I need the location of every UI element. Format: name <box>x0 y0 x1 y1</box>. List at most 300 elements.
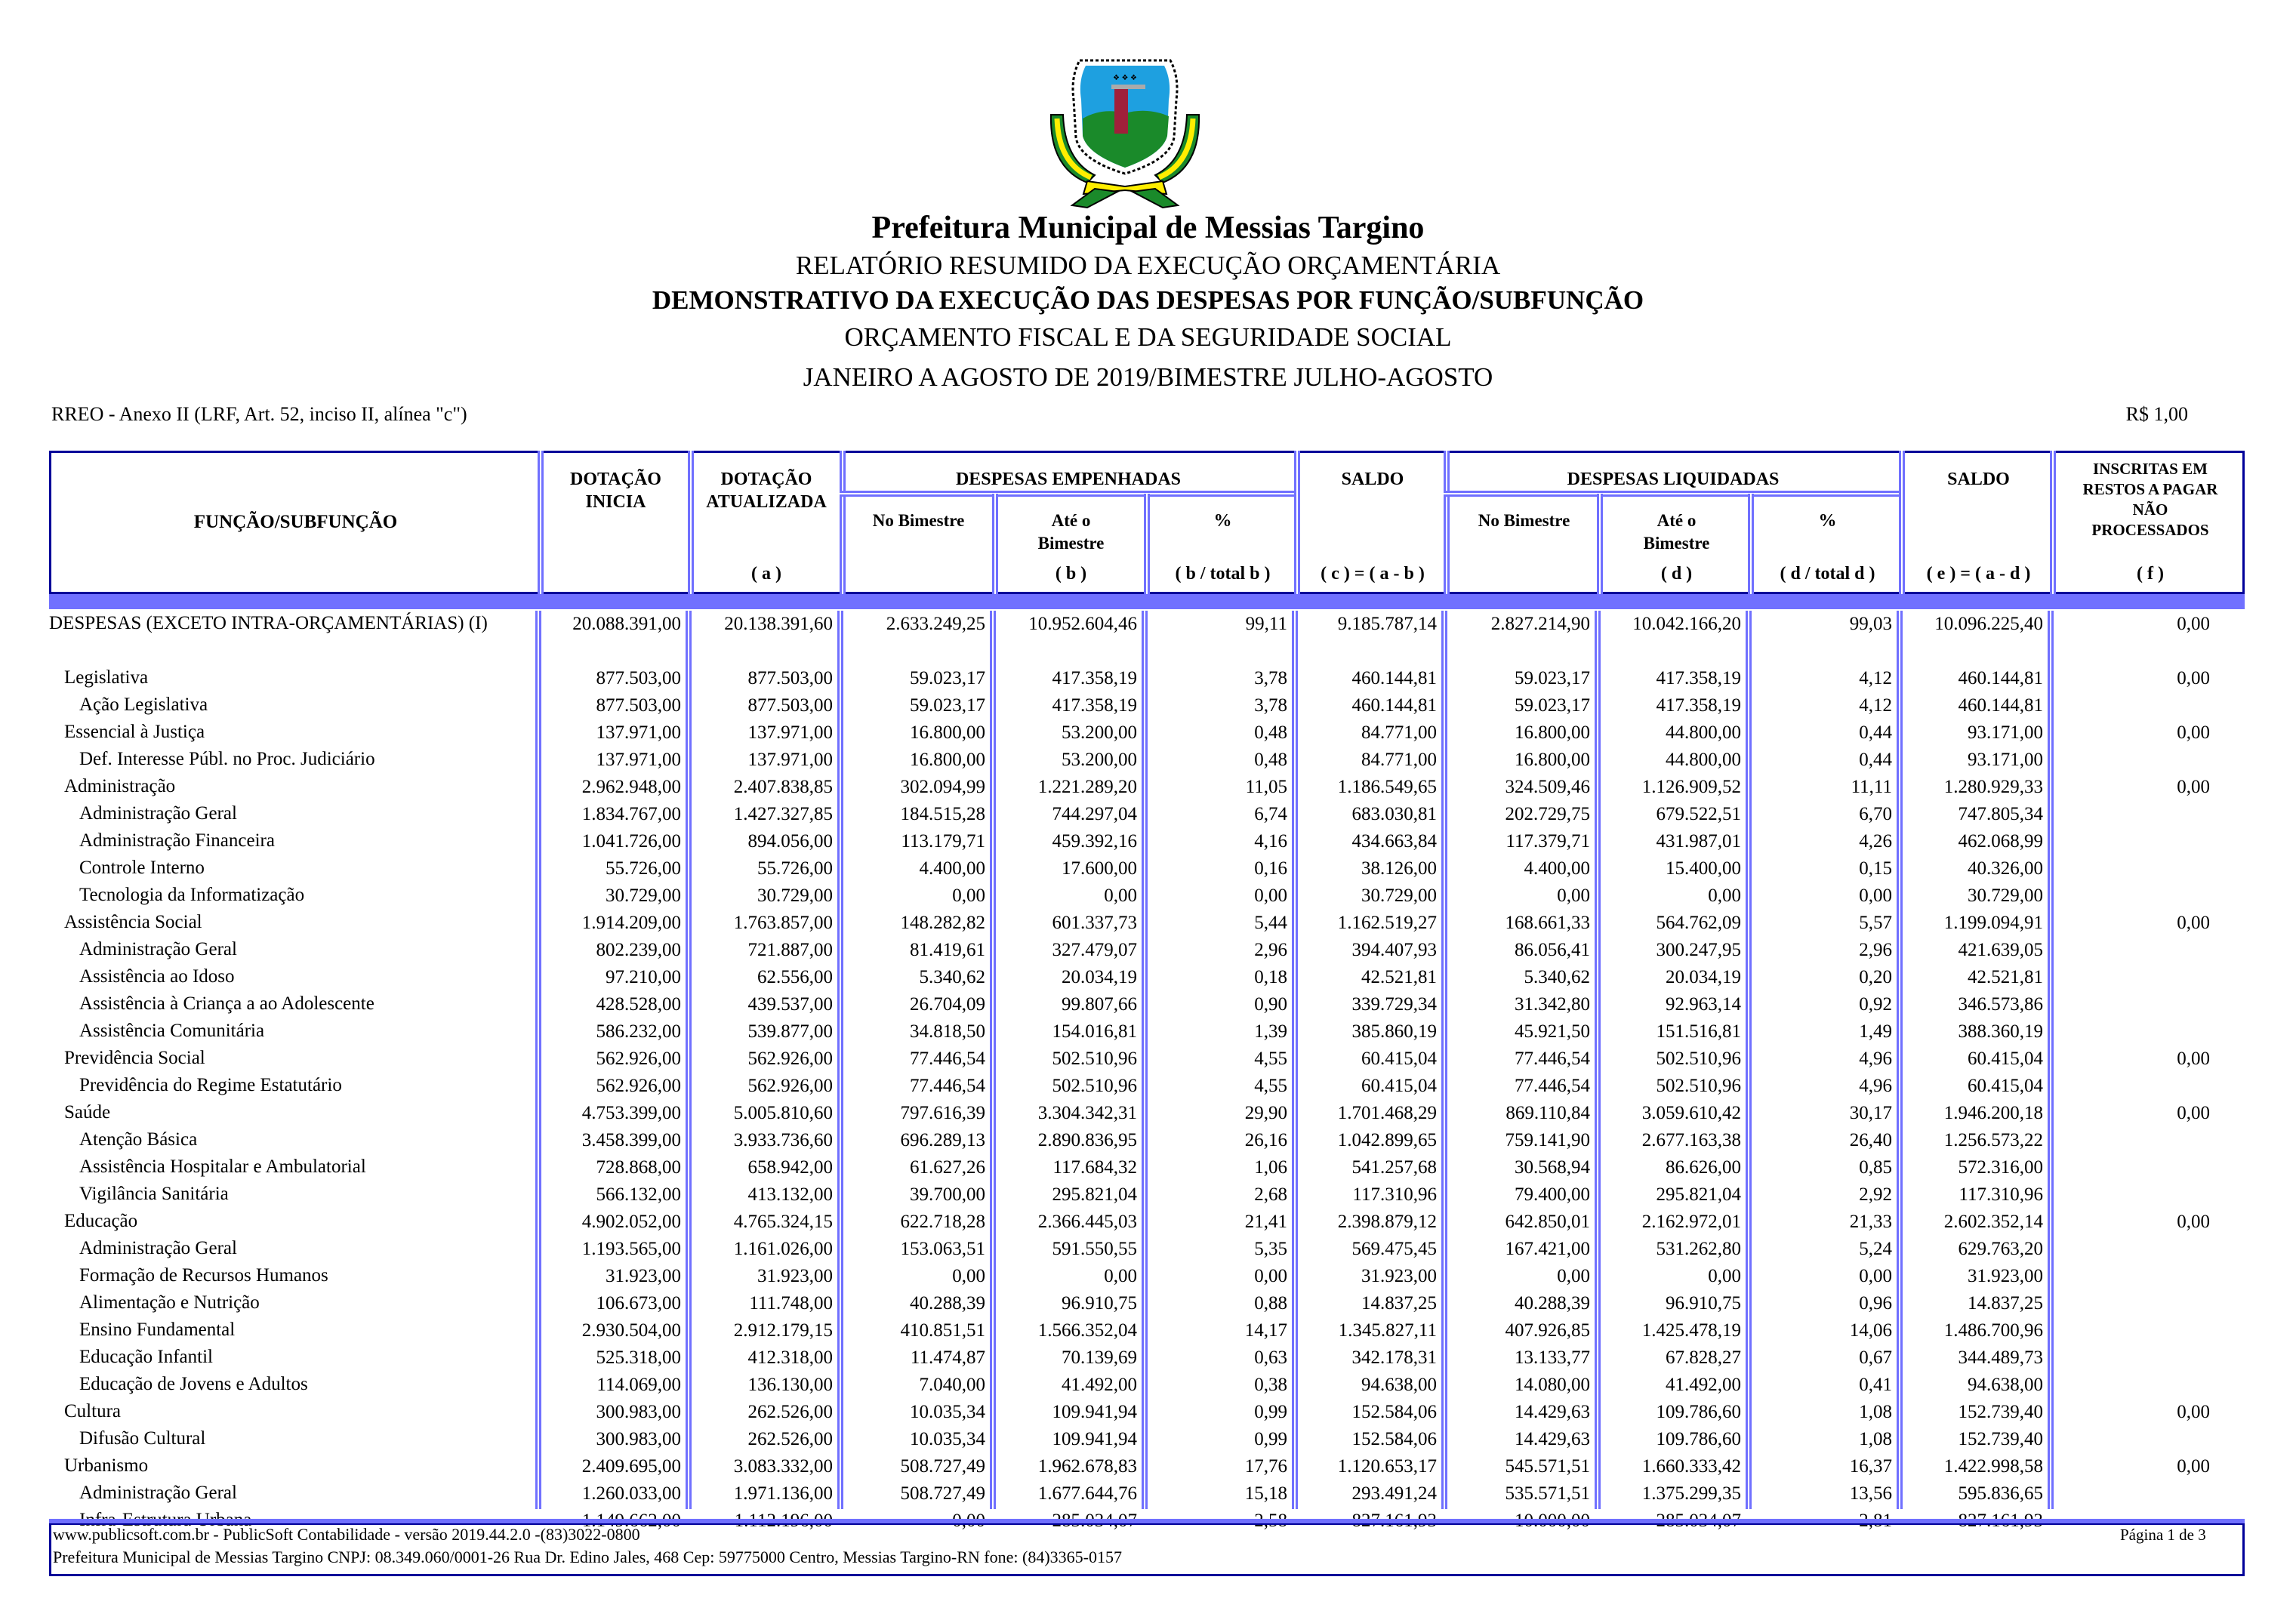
row-value: 3.059.610,42 <box>1641 1103 1741 1123</box>
column-divider <box>1144 494 1150 594</box>
row-value: 5.340,62 <box>1524 967 1590 987</box>
row-value: 0,99 <box>1254 1429 1287 1449</box>
page-footer <box>49 1523 2245 1576</box>
row-value: 572.316,00 <box>1958 1157 2043 1178</box>
row-value: 595.836,65 <box>1958 1483 2043 1504</box>
row-value: 40.288,39 <box>910 1293 985 1313</box>
table-row <box>49 1344 2245 1372</box>
row-value: 168.661,33 <box>1505 913 1590 933</box>
report-subtitle-3: ORÇAMENTO FISCAL E DA SEGURIDADE SOCIAL <box>844 322 1452 352</box>
row-value: 0,18 <box>1254 967 1287 987</box>
row-value: 869.110,84 <box>1505 1103 1590 1123</box>
row-value: 566.132,00 <box>596 1184 681 1205</box>
col-code-c: ( c ) = ( a - b ) <box>1321 564 1425 584</box>
row-value: 1.763.857,00 <box>733 913 833 933</box>
row-value: 0,00 <box>2177 1103 2210 1123</box>
row-value: 152.739,40 <box>1958 1402 2043 1422</box>
annex-reference: RREO - Anexo II (LRF, Art. 52, inciso II, alínea "c") <box>51 403 467 425</box>
column-divider <box>840 451 846 594</box>
row-value: 6,74 <box>1254 804 1287 824</box>
row-value: 877.503,00 <box>596 668 681 688</box>
row-value: 20.034,19 <box>1062 967 1137 987</box>
row-value: 696.289,13 <box>900 1130 985 1150</box>
row-label: Saúde <box>64 1102 111 1123</box>
table-row <box>49 1181 2245 1209</box>
row-label: Educação <box>64 1211 138 1231</box>
row-value: 2,96 <box>1859 940 1892 960</box>
row-value: 154.016,81 <box>1052 1021 1137 1042</box>
row-value: 2.930.504,00 <box>581 1320 681 1341</box>
row-value: 0,00 <box>2177 1049 2210 1069</box>
row-value: 9.185.787,14 <box>1337 614 1437 634</box>
row-value: 20.034,19 <box>1666 967 1741 987</box>
column-divider <box>1899 451 1905 594</box>
row-value: 342.178,31 <box>1351 1347 1437 1368</box>
row-value: 0,90 <box>1254 994 1287 1015</box>
row-value: 41.492,00 <box>1666 1375 1741 1395</box>
row-value: 2.890.836,95 <box>1037 1130 1137 1150</box>
row-value: 62.556,00 <box>757 967 833 987</box>
row-value: 109.941,94 <box>1052 1429 1137 1449</box>
row-value: 591.550,55 <box>1052 1239 1137 1259</box>
row-label: Alimentação e Nutrição <box>79 1292 260 1313</box>
row-value: 0,92 <box>1859 994 1892 1015</box>
row-value: 4,96 <box>1859 1076 1892 1096</box>
row-value: 60.415,04 <box>1361 1076 1437 1096</box>
col-group-liquidadas: DESPESAS LIQUIDADAS <box>1567 470 1780 489</box>
row-value: 184.515,28 <box>900 804 985 824</box>
row-value: 0,00 <box>2177 777 2210 797</box>
row-value: 295.821,04 <box>1052 1184 1137 1205</box>
row-value: 586.232,00 <box>596 1021 681 1042</box>
row-value: 4.765.324,15 <box>733 1212 833 1232</box>
row-value: 1.677.644,76 <box>1037 1483 1137 1504</box>
row-value: 0,00 <box>2177 1212 2210 1232</box>
row-value: 137.971,00 <box>596 750 681 770</box>
row-label: Educação Infantil <box>79 1347 213 1367</box>
row-value: 1.280.929,33 <box>1943 777 2043 797</box>
row-label: Administração Geral <box>79 803 237 824</box>
table-row <box>49 1100 2245 1127</box>
row-value: 4,12 <box>1859 695 1892 716</box>
row-value: 1.486.700,96 <box>1943 1320 2043 1341</box>
row-value: 508.727,49 <box>900 1456 985 1477</box>
row-value: 502.510,96 <box>1656 1049 1741 1069</box>
row-value: 385.860,19 <box>1351 1021 1437 1042</box>
row-value: 77.446,54 <box>910 1076 985 1096</box>
row-value: 417.358,19 <box>1656 668 1741 688</box>
row-value: 0,00 <box>1859 1266 1892 1286</box>
row-value: 148.282,82 <box>900 913 985 933</box>
row-value: 14.837,25 <box>1968 1293 2043 1313</box>
col-header-emp-no-bimestre: No Bimestre <box>872 511 965 530</box>
row-value: 388.360,19 <box>1958 1021 2043 1042</box>
row-value: 2,92 <box>1859 1184 1892 1205</box>
row-value: 744.297,04 <box>1052 804 1137 824</box>
row-value: 30.729,00 <box>757 885 833 906</box>
table-row <box>49 1426 2245 1453</box>
row-value: 2.162.972,01 <box>1641 1212 1741 1232</box>
report-period: JANEIRO A AGOSTO DE 2019/BIMESTRE JULHO-AGOSTO <box>803 362 1493 392</box>
row-value: 460.144,81 <box>1958 668 2043 688</box>
table-row <box>49 964 2245 991</box>
row-value: 431.987,01 <box>1656 831 1741 852</box>
row-value: 10.042.166,20 <box>1632 614 1741 634</box>
row-value: 10.035,34 <box>910 1429 985 1449</box>
row-value: 114.069,00 <box>596 1375 681 1395</box>
row-value: 728.868,00 <box>596 1157 681 1178</box>
row-value: 1,08 <box>1859 1429 1892 1449</box>
currency-unit: R$ 1,00 <box>2125 403 2188 425</box>
row-value: 0,15 <box>1859 858 1892 879</box>
row-value: 16.800,00 <box>1515 750 1590 770</box>
row-value: 658.942,00 <box>747 1157 833 1178</box>
row-value: 44.800,00 <box>1666 750 1741 770</box>
row-value: 462.068,99 <box>1958 831 2043 852</box>
row-value: 562.926,00 <box>596 1049 681 1069</box>
row-label: Difusão Cultural <box>79 1428 206 1449</box>
row-value: 44.800,00 <box>1666 722 1741 743</box>
table-row <box>49 719 2245 747</box>
row-value: 4,96 <box>1859 1049 1892 1069</box>
row-value: 1,39 <box>1254 1021 1287 1042</box>
table-row <box>49 1236 2245 1263</box>
row-value: 93.171,00 <box>1968 722 2043 743</box>
row-label: Atenção Básica <box>79 1129 198 1150</box>
row-value: 16.800,00 <box>910 750 985 770</box>
row-value: 60.415,04 <box>1968 1076 2043 1096</box>
row-value: 747.805,34 <box>1958 804 2043 824</box>
row-value: 137.971,00 <box>747 750 833 770</box>
row-value: 629.763,20 <box>1958 1239 2043 1259</box>
row-value: 77.446,54 <box>910 1049 985 1069</box>
row-value: 417.358,19 <box>1052 668 1137 688</box>
table-row <box>49 1209 2245 1236</box>
row-value: 97.210,00 <box>606 967 681 987</box>
row-value: 4,16 <box>1254 831 1287 852</box>
column-divider <box>538 451 544 594</box>
table-row <box>49 1018 2245 1046</box>
row-value: 877.503,00 <box>747 668 833 688</box>
row-value: 5.005.810,60 <box>733 1103 833 1123</box>
row-value: 14.837,25 <box>1361 1293 1437 1313</box>
table-row <box>49 665 2245 692</box>
table-header <box>49 451 2245 594</box>
table-row <box>49 1263 2245 1290</box>
row-value: 106.673,00 <box>596 1293 681 1313</box>
table-row <box>49 991 2245 1018</box>
row-value: 1.221.289,20 <box>1037 777 1137 797</box>
row-value: 11.474,87 <box>910 1347 985 1368</box>
footer-software-info: www.publicsoft.com.br - PublicSoft Contabilidade - versão 2019.44.2.0 -(83)3022-0800 <box>53 1525 640 1544</box>
row-value: 1.422.998,58 <box>1943 1456 2043 1477</box>
row-value: 0,00 <box>2177 1402 2210 1422</box>
row-value: 167.421,00 <box>1505 1239 1590 1259</box>
row-value: 1,06 <box>1254 1157 1287 1178</box>
row-value: 7.040,00 <box>919 1375 985 1395</box>
table-row <box>49 882 2245 910</box>
row-value: 4,26 <box>1859 831 1892 852</box>
row-value: 41.492,00 <box>1062 1375 1137 1395</box>
row-value: 601.337,73 <box>1052 913 1137 933</box>
table-row <box>49 1154 2245 1181</box>
column-divider <box>992 494 998 594</box>
table-row <box>49 747 2245 774</box>
row-value: 3.933.736,60 <box>733 1130 833 1150</box>
row-value: 421.639,05 <box>1958 940 2043 960</box>
row-value: 0,20 <box>1859 967 1892 987</box>
row-label: Ação Legislativa <box>79 694 208 715</box>
row-value: 1.126.909,52 <box>1641 777 1741 797</box>
column-divider <box>688 451 694 594</box>
row-value: 569.475,45 <box>1351 1239 1437 1259</box>
row-value: 31.923,00 <box>1361 1266 1437 1286</box>
column-divider <box>1294 451 1300 594</box>
group-divider <box>840 491 1296 497</box>
row-label: Formação de Recursos Humanos <box>79 1265 328 1286</box>
row-value: 30,17 <box>1849 1103 1892 1123</box>
row-value: 0,00 <box>2177 913 2210 933</box>
row-value: 152.584,06 <box>1351 1402 1437 1422</box>
row-value: 39.700,00 <box>910 1184 985 1205</box>
row-value: 61.627,26 <box>910 1157 985 1178</box>
row-value: 94.638,00 <box>1968 1375 2043 1395</box>
row-label: Vigilância Sanitária <box>79 1184 229 1204</box>
row-value: 2.409.695,00 <box>581 1456 681 1477</box>
row-value: 117.310,96 <box>1352 1184 1437 1205</box>
table-row <box>49 855 2245 882</box>
row-label: Assistência Comunitária <box>79 1021 265 1041</box>
row-value: 14.429,63 <box>1515 1429 1590 1449</box>
row-value: 152.739,40 <box>1958 1429 2043 1449</box>
row-label: Educação de Jovens e Adultos <box>79 1374 308 1394</box>
row-value: 34.818,50 <box>910 1021 985 1042</box>
col-header-liq-ate-bimestre: Até o Bimestre <box>1643 511 1710 553</box>
table-row <box>49 774 2245 801</box>
row-value: 2.912.179,15 <box>733 1320 833 1341</box>
row-value: 262.526,00 <box>747 1429 833 1449</box>
row-value: 0,00 <box>2177 668 2210 688</box>
row-value: 14.429,63 <box>1515 1402 1590 1422</box>
row-label: Administração Financeira <box>79 830 275 851</box>
row-value: 70.139,69 <box>1062 1347 1137 1368</box>
row-value: 2.962.948,00 <box>581 777 681 797</box>
row-value: 16.800,00 <box>1515 722 1590 743</box>
table-row <box>49 1453 2245 1480</box>
row-value: 2.633.249,25 <box>886 614 985 634</box>
col-header-dotacao-atualizada: DOTAÇÃO ATUALIZADA <box>706 470 827 512</box>
col-code-b: ( b ) <box>1055 564 1087 584</box>
table-row <box>49 1372 2245 1399</box>
row-value: 31.923,00 <box>757 1266 833 1286</box>
row-value: 679.522,51 <box>1656 804 1741 824</box>
row-value: 92.963,14 <box>1666 994 1741 1015</box>
footer-address: Prefeitura Municipal de Messias Targino CNPJ: 08.349.060/0001-26 Rua Dr. Edino Jales, 468 Cep: 59775000 Centro, Messias Targino-RN fone: (84)3365-0157 <box>53 1548 1122 1566</box>
row-value: 802.239,00 <box>596 940 681 960</box>
row-value: 151.516,81 <box>1656 1021 1741 1042</box>
row-value: 1.161.026,00 <box>733 1239 833 1259</box>
footer-page-number: Página 1 de 3 <box>2120 1526 2206 1544</box>
table-row <box>49 1127 2245 1154</box>
row-value: 1.042.899,65 <box>1337 1130 1437 1150</box>
row-value: 109.786,60 <box>1656 1402 1741 1422</box>
row-value: 5.340,62 <box>919 967 985 987</box>
row-value: 10.035,34 <box>910 1402 985 1422</box>
row-value: 4,12 <box>1859 668 1892 688</box>
row-value: 21,41 <box>1244 1212 1287 1232</box>
row-value: 877.503,00 <box>596 695 681 716</box>
row-value: 31.342,80 <box>1515 994 1590 1015</box>
row-value: 42.521,81 <box>1968 967 2043 987</box>
row-value: 0,00 <box>2177 1456 2210 1477</box>
row-value: 0,00 <box>1104 885 1137 906</box>
row-value: 2,96 <box>1254 940 1287 960</box>
row-value: 525.318,00 <box>596 1347 681 1368</box>
row-value: 344.489,73 <box>1958 1347 2043 1368</box>
row-value: 11,11 <box>1851 777 1892 797</box>
row-value: 99,11 <box>1245 614 1287 634</box>
row-value: 0,00 <box>1557 1266 1590 1286</box>
row-value: 109.941,94 <box>1052 1402 1137 1422</box>
row-value: 1,49 <box>1859 1021 1892 1042</box>
col-code-b-total: ( b / total b ) <box>1175 564 1271 584</box>
row-value: 2.602.352,14 <box>1943 1212 2043 1232</box>
col-header-emp-pct: % <box>1213 511 1232 531</box>
row-value: 86.056,41 <box>1515 940 1590 960</box>
row-value: 0,16 <box>1254 858 1287 879</box>
row-value: 1.566.352,04 <box>1037 1320 1137 1341</box>
row-value: 302.094,99 <box>900 777 985 797</box>
row-label: Legislativa <box>64 667 149 688</box>
row-value: 502.510,96 <box>1656 1076 1741 1096</box>
row-value: 535.571,51 <box>1505 1483 1590 1504</box>
row-value: 96.910,75 <box>1666 1293 1741 1313</box>
row-value: 508.727,49 <box>900 1483 985 1504</box>
table-row <box>49 937 2245 964</box>
column-divider <box>2050 451 2056 594</box>
row-value: 0,00 <box>1708 1266 1741 1286</box>
row-value: 1.260.033,00 <box>581 1483 681 1504</box>
row-value: 30.729,00 <box>606 885 681 906</box>
row-value: 77.446,54 <box>1515 1076 1590 1096</box>
row-value: 0,96 <box>1859 1293 1892 1313</box>
row-value: 31.923,00 <box>606 1266 681 1286</box>
row-value: 721.887,00 <box>747 940 833 960</box>
row-value: 67.828,27 <box>1666 1347 1741 1368</box>
row-value: 93.171,00 <box>1968 750 2043 770</box>
row-label: Previdência Social <box>64 1048 205 1068</box>
row-value: 1.427.327,85 <box>733 804 833 824</box>
col-code-d: ( d ) <box>1660 564 1693 584</box>
col-code-e: ( e ) = ( a - d ) <box>1926 564 2031 584</box>
row-value: 460.144,81 <box>1351 668 1437 688</box>
row-value: 413.132,00 <box>747 1184 833 1205</box>
row-label: Administração <box>64 776 176 796</box>
row-value: 4.400,00 <box>1524 858 1590 879</box>
row-value: 117.684,32 <box>1052 1157 1137 1178</box>
row-label: Assistência Hospitalar e Ambulatorial <box>79 1156 366 1177</box>
row-value: 295.821,04 <box>1656 1184 1741 1205</box>
row-value: 2,68 <box>1254 1184 1287 1205</box>
row-value: 759.141,90 <box>1505 1130 1590 1150</box>
row-value: 153.063,51 <box>900 1239 985 1259</box>
row-value: 0,38 <box>1254 1375 1287 1395</box>
col-header-funcao: FUNÇÃO/SUBFUNÇÃO <box>193 512 398 532</box>
row-value: 3.083.332,00 <box>733 1456 833 1477</box>
row-value: 152.584,06 <box>1351 1429 1437 1449</box>
row-value: 5,24 <box>1859 1239 1892 1259</box>
row-value: 59.023,17 <box>910 695 985 716</box>
row-value: 324.509,46 <box>1505 777 1590 797</box>
row-label: Administração Geral <box>79 1483 237 1503</box>
row-value: 407.926,85 <box>1505 1320 1590 1341</box>
row-value: 99,03 <box>1849 614 1892 634</box>
row-value: 439.537,00 <box>747 994 833 1015</box>
row-value: 545.571,51 <box>1505 1456 1590 1477</box>
row-value: 459.392,16 <box>1052 831 1137 852</box>
row-value: 15,18 <box>1244 1483 1287 1504</box>
row-value: 339.729,34 <box>1351 994 1437 1015</box>
col-header-liq-pct: % <box>1818 511 1837 531</box>
row-value: 14.080,00 <box>1515 1375 1590 1395</box>
row-value: 137.971,00 <box>596 722 681 743</box>
row-value: 562.926,00 <box>747 1049 833 1069</box>
row-value: 14,17 <box>1244 1320 1287 1341</box>
row-value: 26,16 <box>1244 1130 1287 1150</box>
row-value: 81.419,61 <box>910 940 985 960</box>
row-value: 10.952.604,46 <box>1028 614 1137 634</box>
col-group-empenhadas: DESPESAS EMPENHADAS <box>955 470 1182 489</box>
row-value: 539.877,00 <box>747 1021 833 1042</box>
row-value: 31.923,00 <box>1968 1266 2043 1286</box>
row-value: 562.926,00 <box>596 1076 681 1096</box>
row-label: Def. Interesse Públ. no Proc. Judiciário <box>79 749 375 769</box>
row-value: 0,44 <box>1859 722 1892 743</box>
row-value: 60.415,04 <box>1968 1049 2043 1069</box>
row-value: 300.983,00 <box>596 1402 681 1422</box>
row-label: DESPESAS (EXCETO INTRA-ORÇAMENTÁRIAS) (I) <box>49 613 488 633</box>
row-value: 460.144,81 <box>1351 695 1437 716</box>
row-value: 417.358,19 <box>1656 695 1741 716</box>
row-value: 0,00 <box>1254 1266 1287 1286</box>
row-value: 99.807,66 <box>1062 994 1137 1015</box>
row-value: 4.753.399,00 <box>581 1103 681 1123</box>
row-value: 0,00 <box>2177 614 2210 634</box>
row-value: 96.910,75 <box>1062 1293 1137 1313</box>
row-label: Administração Geral <box>79 1238 237 1258</box>
row-value: 26.704,09 <box>910 994 985 1015</box>
row-value: 29,90 <box>1244 1103 1287 1123</box>
col-code-f: ( f ) <box>2137 564 2164 584</box>
row-value: 0,00 <box>952 885 985 906</box>
row-value: 38.126,00 <box>1361 858 1437 879</box>
row-value: 0,00 <box>1254 885 1287 906</box>
row-value: 2.827.214,90 <box>1490 614 1590 634</box>
row-value: 1.701.468,29 <box>1337 1103 1437 1123</box>
row-value: 2.407.838,85 <box>733 777 833 797</box>
row-value: 434.663,84 <box>1351 831 1437 852</box>
row-value: 1.199.094,91 <box>1943 913 2043 933</box>
row-value: 0,00 <box>952 1266 985 1286</box>
row-value: 564.762,09 <box>1656 913 1741 933</box>
row-value: 1,08 <box>1859 1402 1892 1422</box>
table-row <box>49 1290 2245 1317</box>
row-value: 53.200,00 <box>1062 750 1137 770</box>
row-value: 16,37 <box>1849 1456 1892 1477</box>
row-label: Assistência ao Idoso <box>79 966 235 987</box>
row-value: 1.041.726,00 <box>581 831 681 852</box>
table-row <box>49 910 2245 937</box>
